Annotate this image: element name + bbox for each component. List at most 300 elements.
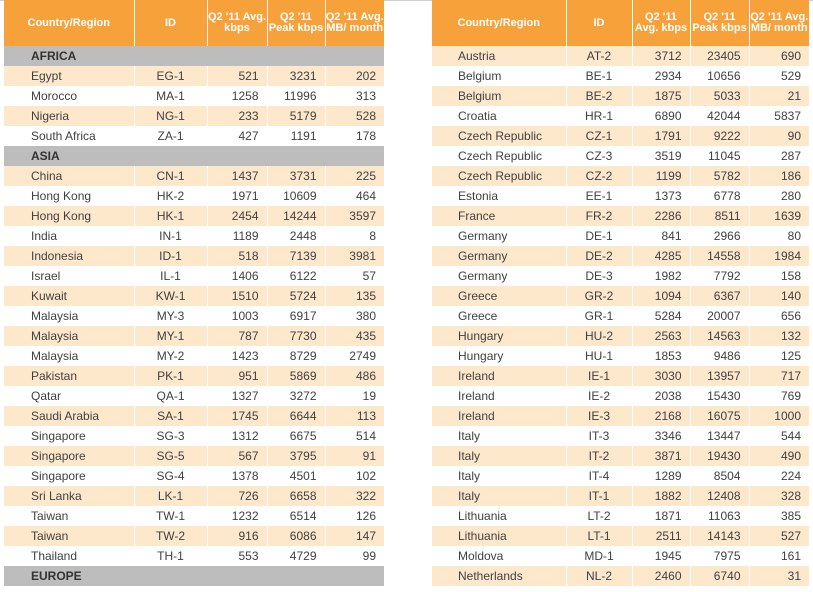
id-cell: IT-2 [566, 446, 632, 466]
avg-kbps-cell: 1289 [632, 466, 690, 486]
table-row [4, 206, 384, 226]
avg-kbps-cell: 1406 [207, 266, 267, 286]
table-row [4, 546, 384, 566]
id-cell: NG-1 [134, 106, 207, 126]
peak-kbps-cell: 13447 [690, 426, 749, 446]
avg-mb-cell: 135 [325, 286, 384, 306]
id-cell: MY-2 [134, 346, 207, 366]
avg-mb-cell: 125 [749, 346, 809, 366]
table-row [432, 346, 809, 366]
table-row [432, 146, 809, 166]
table-row [4, 366, 384, 386]
id-cell: HK-1 [134, 206, 207, 226]
country-cell: Italy [432, 446, 566, 466]
avg-kbps-cell: 1871 [632, 506, 690, 526]
country-cell: Croatia [432, 106, 566, 126]
avg-mb-cell: 280 [749, 186, 809, 206]
table-row [432, 166, 809, 186]
avg-kbps-cell: 3712 [632, 46, 690, 66]
avg-kbps-cell: 4285 [632, 246, 690, 266]
table-row [4, 386, 384, 406]
peak-kbps-cell: 5033 [690, 86, 749, 106]
avg-mb-cell: 2749 [325, 346, 384, 366]
country-cell: Hungary [432, 326, 566, 346]
country-cell: Taiwan [4, 526, 134, 546]
table-row [432, 126, 809, 146]
avg-kbps-cell: 2511 [632, 526, 690, 546]
id-cell: IE-2 [566, 386, 632, 406]
country-cell: France [432, 206, 566, 226]
avg-mb-cell: 8 [325, 226, 384, 246]
peak-kbps-cell: 6644 [267, 406, 325, 426]
avg-kbps-cell: 2038 [632, 386, 690, 406]
country-cell: Saudi Arabia [4, 406, 134, 426]
peak-kbps-cell: 6658 [267, 486, 325, 506]
peak-kbps-cell: 5869 [267, 366, 325, 386]
avg-mb-cell: 5837 [749, 106, 809, 126]
id-cell: IL-1 [134, 266, 207, 286]
header-avg-mb: Q2 '11 Avg. MB/ month [325, 0, 384, 46]
id-cell: FR-2 [566, 206, 632, 226]
section-row [4, 146, 384, 166]
avg-mb-cell: 158 [749, 266, 809, 286]
table-row [432, 506, 809, 526]
country-cell: Indonesia [4, 246, 134, 266]
country-cell: Belgium [432, 86, 566, 106]
id-cell: SG-5 [134, 446, 207, 466]
avg-mb-cell: 147 [325, 526, 384, 546]
table-row [432, 406, 809, 426]
avg-kbps-cell: 553 [207, 546, 267, 566]
left-table [4, 0, 384, 586]
section-row [4, 566, 384, 586]
avg-kbps-cell: 2934 [632, 66, 690, 86]
avg-mb-cell: 224 [749, 466, 809, 486]
avg-mb-cell: 1984 [749, 246, 809, 266]
avg-kbps-cell: 2168 [632, 406, 690, 426]
avg-kbps-cell: 1745 [207, 406, 267, 426]
peak-kbps-cell: 7792 [690, 266, 749, 286]
header-peak-kbps: Q2 '11 Peak kbps [267, 0, 325, 46]
avg-kbps-cell: 1373 [632, 186, 690, 206]
table-row [4, 346, 384, 366]
id-cell: MY-3 [134, 306, 207, 326]
avg-kbps-cell: 1327 [207, 386, 267, 406]
country-cell: Singapore [4, 426, 134, 446]
country-cell: Lithuania [432, 526, 566, 546]
avg-kbps-cell: 1971 [207, 186, 267, 206]
table-row [4, 486, 384, 506]
country-cell: Greece [432, 306, 566, 326]
peak-kbps-cell: 12408 [690, 486, 749, 506]
table-row [4, 326, 384, 346]
id-cell: HU-1 [566, 346, 632, 366]
country-cell: Ireland [432, 366, 566, 386]
avg-mb-cell: 385 [749, 506, 809, 526]
country-cell: Malaysia [4, 326, 134, 346]
section-label: AFRICA [4, 46, 384, 66]
peak-kbps-cell: 6675 [267, 426, 325, 446]
country-cell: Ireland [432, 386, 566, 406]
avg-mb-cell: 529 [749, 66, 809, 86]
avg-mb-cell: 690 [749, 46, 809, 66]
id-cell: DE-3 [566, 266, 632, 286]
avg-kbps-cell: 726 [207, 486, 267, 506]
avg-mb-cell: 313 [325, 86, 384, 106]
table-row [432, 86, 809, 106]
id-cell: ID-1 [134, 246, 207, 266]
avg-mb-cell: 380 [325, 306, 384, 326]
table-row [432, 186, 809, 206]
table-row [432, 106, 809, 126]
avg-kbps-cell: 1875 [632, 86, 690, 106]
country-cell: Czech Republic [432, 166, 566, 186]
country-cell: Kuwait [4, 286, 134, 306]
peak-kbps-cell: 5782 [690, 166, 749, 186]
table-row [432, 526, 809, 546]
id-cell: TW-2 [134, 526, 207, 546]
country-cell: Hong Kong [4, 206, 134, 226]
avg-kbps-cell: 1232 [207, 506, 267, 526]
id-cell: MD-1 [566, 546, 632, 566]
right-table-container [432, 0, 809, 586]
avg-kbps-cell: 951 [207, 366, 267, 386]
avg-kbps-cell: 1378 [207, 466, 267, 486]
avg-kbps-cell: 787 [207, 326, 267, 346]
avg-kbps-cell: 567 [207, 446, 267, 466]
avg-mb-cell: 140 [749, 286, 809, 306]
header-id: ID [566, 0, 632, 46]
peak-kbps-cell: 15430 [690, 386, 749, 406]
avg-mb-cell: 186 [749, 166, 809, 186]
id-cell: GR-2 [566, 286, 632, 306]
table-row [4, 286, 384, 306]
avg-kbps-cell: 3346 [632, 426, 690, 446]
country-cell: Moldova [432, 546, 566, 566]
avg-kbps-cell: 3871 [632, 446, 690, 466]
id-cell: LK-1 [134, 486, 207, 506]
table-row [4, 526, 384, 546]
id-cell: BE-2 [566, 86, 632, 106]
avg-kbps-cell: 1094 [632, 286, 690, 306]
avg-mb-cell: 490 [749, 446, 809, 466]
table-row [432, 486, 809, 506]
table-row [432, 66, 809, 86]
country-cell: Hungary [432, 346, 566, 366]
id-cell: IT-3 [566, 426, 632, 446]
avg-mb-cell: 322 [325, 486, 384, 506]
left-header-row [4, 0, 384, 46]
avg-mb-cell: 91 [325, 446, 384, 466]
peak-kbps-cell: 11063 [690, 506, 749, 526]
id-cell: CN-1 [134, 166, 207, 186]
id-cell: EE-1 [566, 186, 632, 206]
id-cell: EG-1 [134, 66, 207, 86]
avg-kbps-cell: 1882 [632, 486, 690, 506]
id-cell: LT-2 [566, 506, 632, 526]
peak-kbps-cell: 11996 [267, 86, 325, 106]
avg-kbps-cell: 2286 [632, 206, 690, 226]
avg-kbps-cell: 518 [207, 246, 267, 266]
avg-mb-cell: 31 [749, 566, 809, 586]
id-cell: SG-4 [134, 466, 207, 486]
avg-mb-cell: 464 [325, 186, 384, 206]
peak-kbps-cell: 5724 [267, 286, 325, 306]
id-cell: MA-1 [134, 86, 207, 106]
avg-mb-cell: 225 [325, 166, 384, 186]
peak-kbps-cell: 14244 [267, 206, 325, 226]
avg-kbps-cell: 1853 [632, 346, 690, 366]
peak-kbps-cell: 14558 [690, 246, 749, 266]
peak-kbps-cell: 6514 [267, 506, 325, 526]
table-row [432, 226, 809, 246]
country-cell: Singapore [4, 446, 134, 466]
avg-mb-cell: 3981 [325, 246, 384, 266]
table-row [4, 106, 384, 126]
section-label: EUROPE [4, 566, 384, 586]
table-row [432, 306, 809, 326]
table-row [432, 466, 809, 486]
peak-kbps-cell: 1191 [267, 126, 325, 146]
id-cell: IT-1 [566, 486, 632, 506]
avg-mb-cell: 1000 [749, 406, 809, 426]
avg-kbps-cell: 1423 [207, 346, 267, 366]
peak-kbps-cell: 9222 [690, 126, 749, 146]
avg-kbps-cell: 521 [207, 66, 267, 86]
table-row [4, 186, 384, 206]
avg-kbps-cell: 1003 [207, 306, 267, 326]
peak-kbps-cell: 3795 [267, 446, 325, 466]
peak-kbps-cell: 6122 [267, 266, 325, 286]
table-row [432, 206, 809, 226]
avg-mb-cell: 132 [749, 326, 809, 346]
table-row [4, 446, 384, 466]
avg-kbps-cell: 841 [632, 226, 690, 246]
avg-kbps-cell: 1258 [207, 86, 267, 106]
country-cell: Pakistan [4, 366, 134, 386]
peak-kbps-cell: 8504 [690, 466, 749, 486]
peak-kbps-cell: 7139 [267, 246, 325, 266]
avg-kbps-cell: 1189 [207, 226, 267, 246]
country-cell: Italy [432, 426, 566, 446]
avg-mb-cell: 544 [749, 426, 809, 446]
peak-kbps-cell: 6917 [267, 306, 325, 326]
peak-kbps-cell: 3731 [267, 166, 325, 186]
peak-kbps-cell: 19430 [690, 446, 749, 466]
country-cell: Malaysia [4, 346, 134, 366]
peak-kbps-cell: 13957 [690, 366, 749, 386]
id-cell: MY-1 [134, 326, 207, 346]
id-cell: CZ-2 [566, 166, 632, 186]
left-table-container [4, 0, 384, 586]
avg-kbps-cell: 1312 [207, 426, 267, 446]
header-id: ID [134, 0, 207, 46]
id-cell: IE-3 [566, 406, 632, 426]
peak-kbps-cell: 20007 [690, 306, 749, 326]
country-cell: Lithuania [432, 506, 566, 526]
avg-kbps-cell: 427 [207, 126, 267, 146]
avg-kbps-cell: 6890 [632, 106, 690, 126]
avg-mb-cell: 528 [325, 106, 384, 126]
table-row [432, 386, 809, 406]
peak-kbps-cell: 14563 [690, 326, 749, 346]
table-row [4, 426, 384, 446]
table-row [432, 246, 809, 266]
id-cell: HU-2 [566, 326, 632, 346]
avg-kbps-cell: 2454 [207, 206, 267, 226]
peak-kbps-cell: 10656 [690, 66, 749, 86]
table-row [4, 226, 384, 246]
country-cell: Belgium [432, 66, 566, 86]
peak-kbps-cell: 4729 [267, 546, 325, 566]
country-cell: Netherlands [432, 566, 566, 586]
peak-kbps-cell: 2448 [267, 226, 325, 246]
header-peak-kbps: Q2 '11 Peak kbps [690, 0, 749, 46]
table-row [4, 166, 384, 186]
country-cell: Morocco [4, 86, 134, 106]
avg-mb-cell: 514 [325, 426, 384, 446]
table-row [4, 406, 384, 426]
peak-kbps-cell: 3231 [267, 66, 325, 86]
header-country: Country/Region [4, 0, 134, 46]
peak-kbps-cell: 7975 [690, 546, 749, 566]
id-cell: ZA-1 [134, 126, 207, 146]
country-cell: Czech Republic [432, 146, 566, 166]
right-header-row [432, 0, 809, 46]
id-cell: DE-2 [566, 246, 632, 266]
country-cell: Estonia [432, 186, 566, 206]
id-cell: PK-1 [134, 366, 207, 386]
country-cell: Ireland [432, 406, 566, 426]
country-cell: Singapore [4, 466, 134, 486]
peak-kbps-cell: 6367 [690, 286, 749, 306]
avg-mb-cell: 1639 [749, 206, 809, 226]
avg-mb-cell: 178 [325, 126, 384, 146]
peak-kbps-cell: 11045 [690, 146, 749, 166]
peak-kbps-cell: 2966 [690, 226, 749, 246]
avg-mb-cell: 656 [749, 306, 809, 326]
table-row [432, 266, 809, 286]
avg-mb-cell: 202 [325, 66, 384, 86]
id-cell: IT-4 [566, 466, 632, 486]
avg-kbps-cell: 1791 [632, 126, 690, 146]
table-row [4, 306, 384, 326]
table-row [4, 246, 384, 266]
table-row [432, 46, 809, 66]
table-row [432, 566, 809, 586]
right-table [432, 0, 809, 586]
country-cell: Israel [4, 266, 134, 286]
avg-mb-cell: 113 [325, 406, 384, 426]
id-cell: CZ-1 [566, 126, 632, 146]
id-cell: CZ-3 [566, 146, 632, 166]
id-cell: DE-1 [566, 226, 632, 246]
country-cell: Hong Kong [4, 186, 134, 206]
country-cell: Czech Republic [432, 126, 566, 146]
country-cell: Germany [432, 266, 566, 286]
avg-kbps-cell: 1510 [207, 286, 267, 306]
id-cell: TH-1 [134, 546, 207, 566]
table-row [432, 546, 809, 566]
avg-mb-cell: 21 [749, 86, 809, 106]
id-cell: IE-1 [566, 366, 632, 386]
table-row [432, 426, 809, 446]
id-cell: SG-3 [134, 426, 207, 446]
country-cell: Greece [432, 286, 566, 306]
peak-kbps-cell: 8729 [267, 346, 325, 366]
country-cell: Malaysia [4, 306, 134, 326]
id-cell: IN-1 [134, 226, 207, 246]
country-cell: Qatar [4, 386, 134, 406]
id-cell: SA-1 [134, 406, 207, 426]
avg-mb-cell: 161 [749, 546, 809, 566]
avg-mb-cell: 717 [749, 366, 809, 386]
country-cell: China [4, 166, 134, 186]
peak-kbps-cell: 8511 [690, 206, 749, 226]
peak-kbps-cell: 4501 [267, 466, 325, 486]
header-avg-kbps: Q2 '11 Avg. kbps [632, 0, 690, 46]
peak-kbps-cell: 10609 [267, 186, 325, 206]
id-cell: BE-1 [566, 66, 632, 86]
peak-kbps-cell: 42044 [690, 106, 749, 126]
avg-kbps-cell: 916 [207, 526, 267, 546]
avg-kbps-cell: 1199 [632, 166, 690, 186]
country-cell: Austria [432, 46, 566, 66]
avg-mb-cell: 102 [325, 466, 384, 486]
peak-kbps-cell: 5179 [267, 106, 325, 126]
country-cell: Sri Lanka [4, 486, 134, 506]
country-cell: Egypt [4, 66, 134, 86]
id-cell: LT-1 [566, 526, 632, 546]
id-cell: HK-2 [134, 186, 207, 206]
avg-kbps-cell: 3030 [632, 366, 690, 386]
table-row [432, 326, 809, 346]
id-cell: GR-1 [566, 306, 632, 326]
avg-mb-cell: 99 [325, 546, 384, 566]
avg-kbps-cell: 3519 [632, 146, 690, 166]
avg-mb-cell: 769 [749, 386, 809, 406]
avg-mb-cell: 19 [325, 386, 384, 406]
country-cell: Thailand [4, 546, 134, 566]
left-table-body [4, 46, 384, 586]
avg-mb-cell: 287 [749, 146, 809, 166]
peak-kbps-cell: 7730 [267, 326, 325, 346]
section-label: ASIA [4, 146, 384, 166]
table-row [432, 446, 809, 466]
avg-mb-cell: 126 [325, 506, 384, 526]
peak-kbps-cell: 9486 [690, 346, 749, 366]
country-cell: Nigeria [4, 106, 134, 126]
header-avg-kbps: Q2 '11 Avg. kbps [207, 0, 267, 46]
peak-kbps-cell: 6740 [690, 566, 749, 586]
avg-kbps-cell: 233 [207, 106, 267, 126]
country-cell: Taiwan [4, 506, 134, 526]
country-cell: India [4, 226, 134, 246]
avg-mb-cell: 90 [749, 126, 809, 146]
header-avg-mb: Q2 '11 Avg. MB/ month [749, 0, 809, 46]
id-cell: KW-1 [134, 286, 207, 306]
table-row [4, 86, 384, 106]
peak-kbps-cell: 3272 [267, 386, 325, 406]
avg-mb-cell: 435 [325, 326, 384, 346]
header-country: Country/Region [432, 0, 566, 46]
peak-kbps-cell: 6778 [690, 186, 749, 206]
table-row [432, 366, 809, 386]
peak-kbps-cell: 16075 [690, 406, 749, 426]
table-row [4, 126, 384, 146]
country-cell: Germany [432, 226, 566, 246]
section-row [4, 46, 384, 66]
